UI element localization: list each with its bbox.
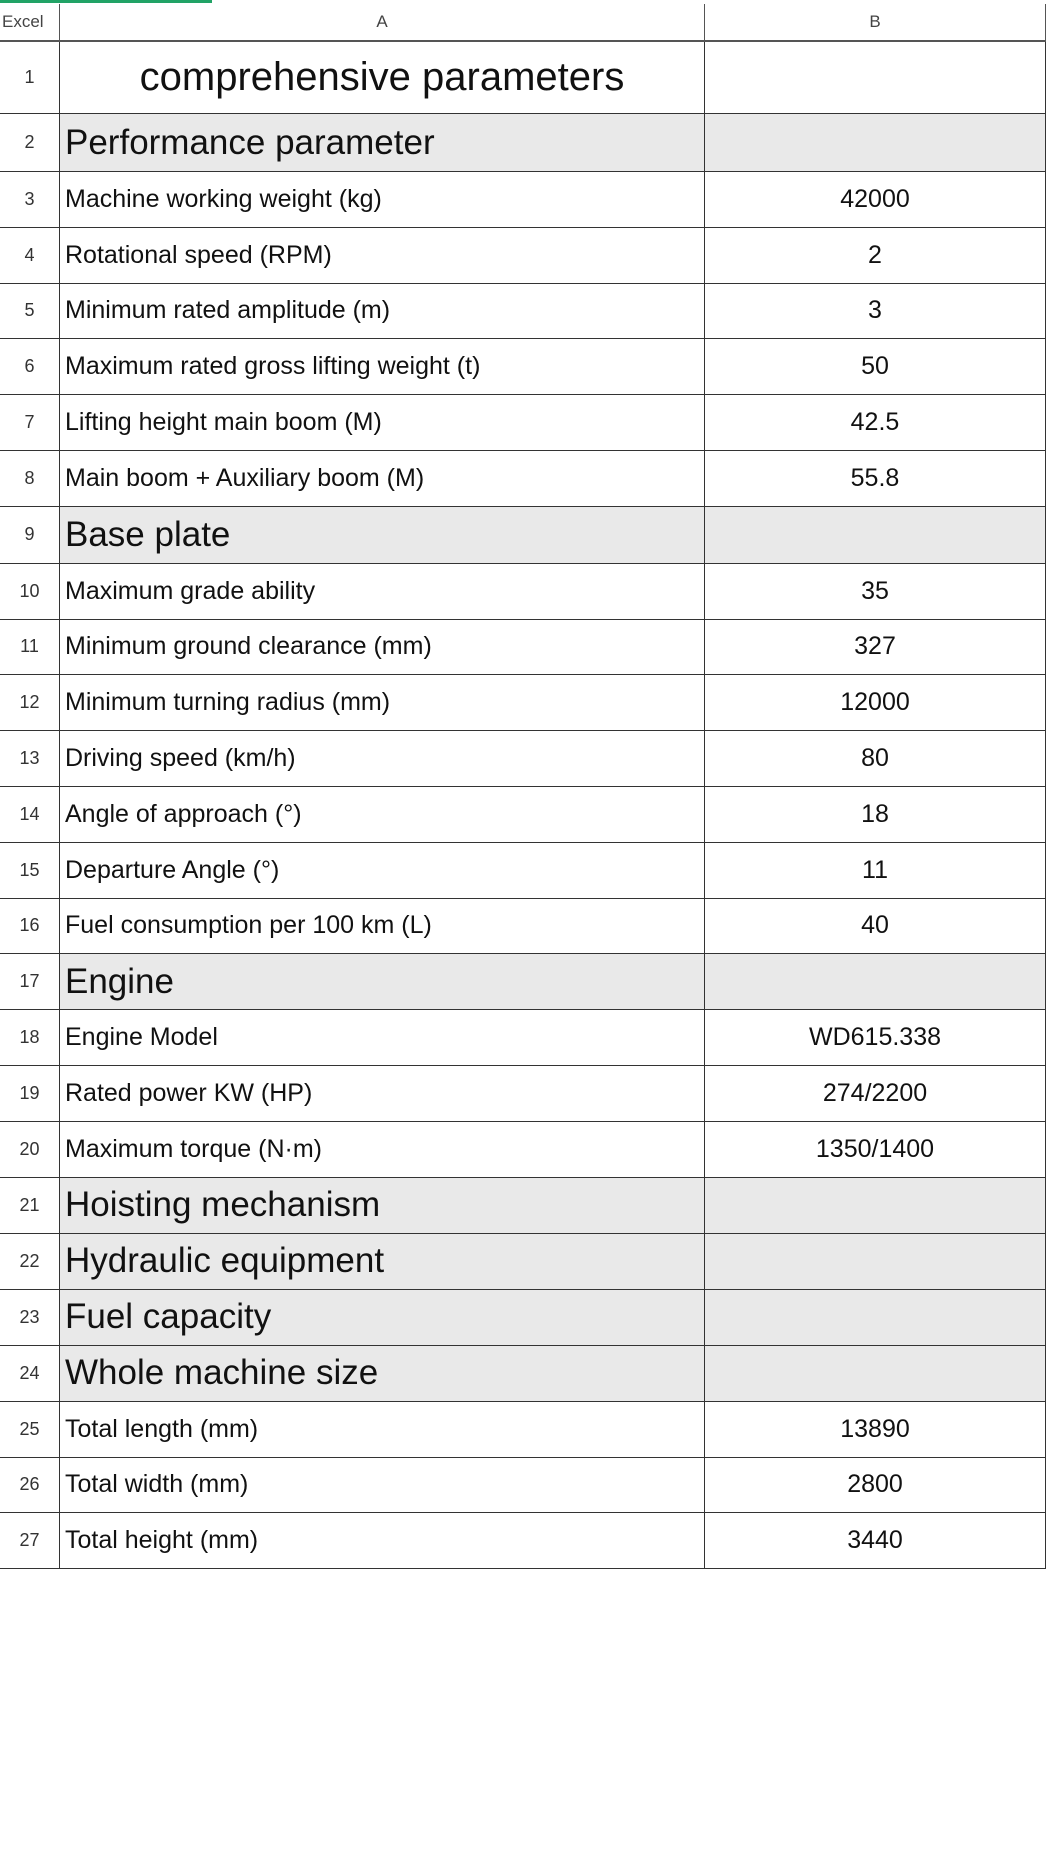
cell-b[interactable]: WD615.338 [705,1010,1046,1065]
table-row [0,1010,1046,1066]
cell-b[interactable] [705,1346,1046,1401]
cell-b[interactable] [705,42,1046,113]
cell-a[interactable]: Driving speed (km/h) [60,731,705,786]
cell-b[interactable] [705,1234,1046,1289]
cell-b[interactable]: 35 [705,564,1046,619]
section-row [0,114,1046,172]
cell-a[interactable]: Total height (mm) [60,1513,705,1568]
row-number[interactable]: 2 [0,114,60,171]
cell-b[interactable]: 50 [705,339,1046,394]
table-row [0,284,1046,340]
row-number[interactable]: 14 [0,787,60,842]
cell-b[interactable]: 3440 [705,1513,1046,1568]
cell-b[interactable] [705,1178,1046,1233]
cell-b[interactable]: 1350/1400 [705,1122,1046,1177]
table-row [0,339,1046,395]
cell-a[interactable]: Maximum torque (N·m) [60,1122,705,1177]
table-row [0,1458,1046,1514]
row-number[interactable]: 16 [0,899,60,954]
row-number[interactable]: 20 [0,1122,60,1177]
cell-b[interactable]: 2 [705,228,1046,283]
cell-a[interactable]: Fuel consumption per 100 km (L) [60,899,705,954]
table-row [0,1122,1046,1178]
cell-b[interactable]: 327 [705,620,1046,675]
cell-a[interactable]: Minimum rated amplitude (m) [60,284,705,339]
cell-b[interactable]: 3 [705,284,1046,339]
cell-b[interactable]: 55.8 [705,451,1046,506]
row-container [0,42,1046,1569]
cell-b[interactable]: 18 [705,787,1046,842]
section-row [0,1346,1046,1402]
sheet-title-cell[interactable]: comprehensive parameters [60,42,705,113]
table-row [0,451,1046,507]
cell-a[interactable]: Base plate [60,507,705,563]
row-number[interactable]: 25 [0,1402,60,1457]
row-number[interactable]: 3 [0,172,60,227]
row-number[interactable]: 5 [0,284,60,339]
row-number[interactable]: 18 [0,1010,60,1065]
table-row [0,843,1046,899]
table-row [0,564,1046,620]
cell-b[interactable]: 2800 [705,1458,1046,1513]
title-row [0,42,1046,114]
cell-a[interactable]: Rated power KW (HP) [60,1066,705,1121]
cell-a[interactable]: Hoisting mechanism [60,1178,705,1233]
cell-b[interactable]: 12000 [705,675,1046,730]
table-row [0,1402,1046,1458]
cell-a[interactable]: Whole machine size [60,1346,705,1401]
row-number[interactable]: 12 [0,675,60,730]
table-row [0,395,1046,451]
cell-b[interactable]: 13890 [705,1402,1046,1457]
cell-a[interactable]: Minimum turning radius (mm) [60,675,705,730]
row-number[interactable]: 1 [0,42,60,113]
row-number[interactable]: 7 [0,395,60,450]
cell-a[interactable]: Angle of approach (°) [60,787,705,842]
cell-a[interactable]: Maximum grade ability [60,564,705,619]
row-number[interactable]: 9 [0,507,60,563]
cell-a[interactable]: Engine Model [60,1010,705,1065]
table-row [0,172,1046,228]
cell-b[interactable]: 11 [705,843,1046,898]
table-row [0,620,1046,676]
row-number[interactable]: 11 [0,620,60,675]
cell-a[interactable]: Minimum ground clearance (mm) [60,620,705,675]
column-header-b[interactable]: B [705,4,1046,40]
cell-a[interactable]: Maximum rated gross lifting weight (t) [60,339,705,394]
cell-b[interactable] [705,1290,1046,1345]
section-row [0,954,1046,1010]
row-number[interactable]: 23 [0,1290,60,1345]
cell-a[interactable]: Rotational speed (RPM) [60,228,705,283]
cell-a[interactable]: Departure Angle (°) [60,843,705,898]
row-number[interactable]: 27 [0,1513,60,1568]
section-row [0,1290,1046,1346]
cell-a[interactable]: Total width (mm) [60,1458,705,1513]
table-row [0,228,1046,284]
cell-a[interactable]: Total length (mm) [60,1402,705,1457]
row-number[interactable]: 8 [0,451,60,506]
cell-a[interactable]: Main boom + Auxiliary boom (M) [60,451,705,506]
row-number[interactable]: 6 [0,339,60,394]
cell-b[interactable]: 42000 [705,172,1046,227]
table-row [0,787,1046,843]
table-row [0,1513,1046,1569]
cell-a[interactable]: Engine [60,954,705,1009]
row-number[interactable]: 26 [0,1458,60,1513]
cell-b[interactable] [705,507,1046,563]
corner-app-label: Excel [0,4,60,40]
cell-b[interactable]: 42.5 [705,395,1046,450]
row-number[interactable]: 17 [0,954,60,1009]
row-number[interactable]: 22 [0,1234,60,1289]
row-number[interactable]: 24 [0,1346,60,1401]
cell-a[interactable]: Hydraulic equipment [60,1234,705,1289]
row-number[interactable]: 4 [0,228,60,283]
spreadsheet-grid [0,4,1046,1569]
table-row [0,1066,1046,1122]
cell-a[interactable]: Lifting height main boom (M) [60,395,705,450]
section-row [0,1178,1046,1234]
top-accent-bar [0,0,212,3]
cell-b[interactable]: 40 [705,899,1046,954]
table-row [0,899,1046,955]
row-number[interactable]: 21 [0,1178,60,1233]
column-header-a[interactable]: A [60,4,705,40]
cell-a[interactable]: Machine working weight (kg) [60,172,705,227]
table-row [0,675,1046,731]
cell-a[interactable]: Fuel capacity [60,1290,705,1345]
cell-b[interactable] [705,954,1046,1009]
column-header-row [0,4,1046,42]
section-row [0,507,1046,564]
section-row [0,1234,1046,1290]
row-number[interactable]: 13 [0,731,60,786]
sheet-right-edge [1046,4,1060,1855]
row-number[interactable]: 15 [0,843,60,898]
row-number[interactable]: 19 [0,1066,60,1121]
cell-b[interactable]: 80 [705,731,1046,786]
cell-a[interactable]: Performance parameter [60,114,705,171]
cell-b[interactable]: 274/2200 [705,1066,1046,1121]
row-number[interactable]: 10 [0,564,60,619]
cell-b[interactable] [705,114,1046,171]
table-row [0,731,1046,787]
